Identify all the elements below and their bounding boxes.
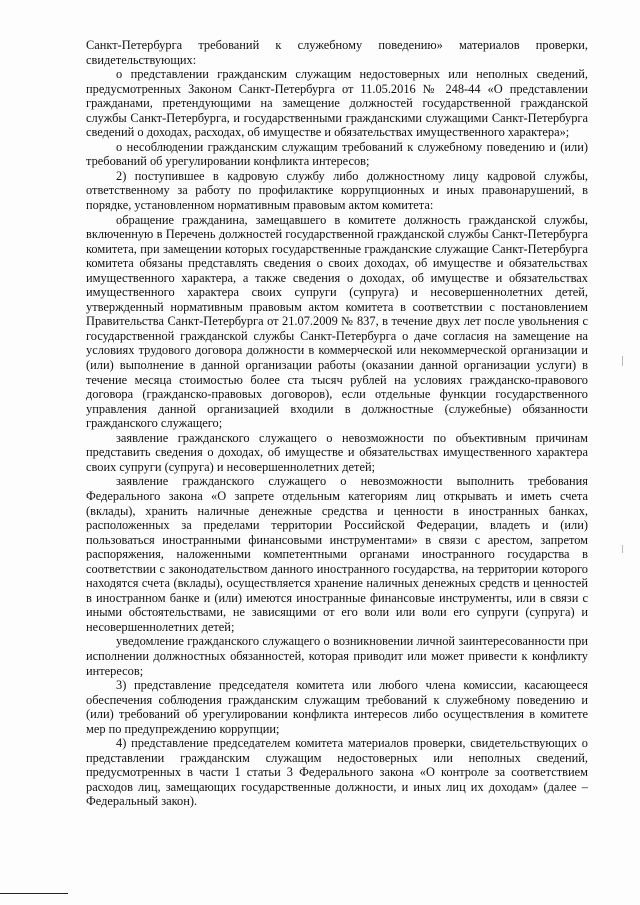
paragraph-noncompliance: о несоблюдении гражданским служащим требований к служебному поведению и (или) требований об урегулировании конфликта интересов; xyxy=(86,139,588,169)
paragraph-notification-conflict: уведомление гражданского служащего о возникновении личной заинтересованности при исполнении должностных обязанностей, которая приводит или может привести к конфликту интересов; xyxy=(86,634,588,678)
paragraph-item-4: 4) представление председателем комитета материалов проверки, свидетельствующих о представлении гражданским служащим недостоверных или неполных сведений, предусмотренных в части 1 статьи 3 Федерального закона «О контроле за соответствием расходов лиц, замещающих государственные должности, и иных лиц их доходам» (далее – Федеральный закон). xyxy=(86,736,588,809)
paragraph-item-3: 3) представление председателя комитета или любого члена комиссии, касающееся обеспечения соблюдения гражданским служащим требований к служебному поведению и (или) требований об урегулировании конфликта интересов либо осуществления в комитете мер по предупреждению коррупции; xyxy=(86,678,588,736)
paragraph-statement-income: заявление гражданского служащего о невозможности по объективным причинам представить сведения о доходах, об имуществе и обязательствах имущественного характера своих супруги (супруга) и несовершеннолетних детей; xyxy=(86,430,588,474)
scan-artifact xyxy=(622,356,623,366)
paragraph-false-info: о представлении гражданским служащим недостоверных или неполных сведений, предусмотренных Законом Санкт-Петербурга от 11.05.2016 № 248-44 «О представлении гражданами, претендующими на замещение должностей государственной гражданской службы Санкт-Петербурга, и государственными гражданскими служащими Санкт-Петербурга сведений о доходах, расходах, об имуществе и обязательствах имущественного характера»; xyxy=(86,67,588,140)
document-body xyxy=(86,38,588,809)
paragraph-item-2: 2) поступившее в кадровую службу либо должностному лицу кадровой службы, ответственному за работу по профилактике коррупционных и иных правонарушений, в порядке, установленном нормативным правовым актом комитета: xyxy=(86,168,588,213)
footnote-separator xyxy=(0,893,68,894)
scan-artifact xyxy=(622,545,623,553)
paragraph-statement-foreign: заявление гражданского служащего о невозможности выполнить требования Федерального закона «О запрете отдельным категориям лиц открывать и иметь счета (вклады), хранить наличные денежные средства и ценности в иностранных банках, расположенных за пределами территории Российской Федерации, владеть и (или) пользоваться иностранными финансовыми инструментами» в связи с арестом, запретом распоряжения, наложенными компетентными органами иностранного государства в соответствии с законодательством данного иностранного государства, на территории которого находятся счета (вклады), осуществляется хранение наличных денежных средств и ценностей в иностранном банке и (или) имеются иностранные финансовые инструменты, или в связи с иными обстоятельствами, не зависящими от его воли или воли его супруги (супруга) и несовершеннолетних детей; xyxy=(86,474,588,634)
paragraph-continuation: Санкт-Петербурга требований к служебному поведению» материалов проверки, свидетельствующих: xyxy=(86,38,588,67)
paragraph-citizen-appeal: обращение гражданина, замещавшего в комитете должность гражданской службы, включенную в Перечень должностей государственной гражданской службы Санкт-Петербурга комитета, при замещении которых государственные гражданские служащие Санкт-Петербурга комитета обязаны представлять сведения о своих доходах, об имуществе и обязательствах имущественного характера, а также сведения о доходах, об имуществе и обязательствах имущественного характера своих супруги (супруга) и несовершеннолетних детей, утвержденный нормативным правовым актом комитета в соответствии с постановлением Правительства Санкт-Петербурга от 21.07.2009 № 837, в течение двух лет после увольнения с государственной гражданской службы Санкт-Петербурга о даче согласия на замещение на условиях трудового договора должности в коммерческой или некоммерческой организации и (или) выполнение в данной организации работы (оказании данной организации услуги) в течение месяца стоимостью более ста тысяч рублей на условиях гражданско-правового договора (гражданско-правовых договоров), если отдельные функции государственного управления данной организацией входили в должностные (служебные) обязанности гражданского служащего; xyxy=(86,212,588,431)
